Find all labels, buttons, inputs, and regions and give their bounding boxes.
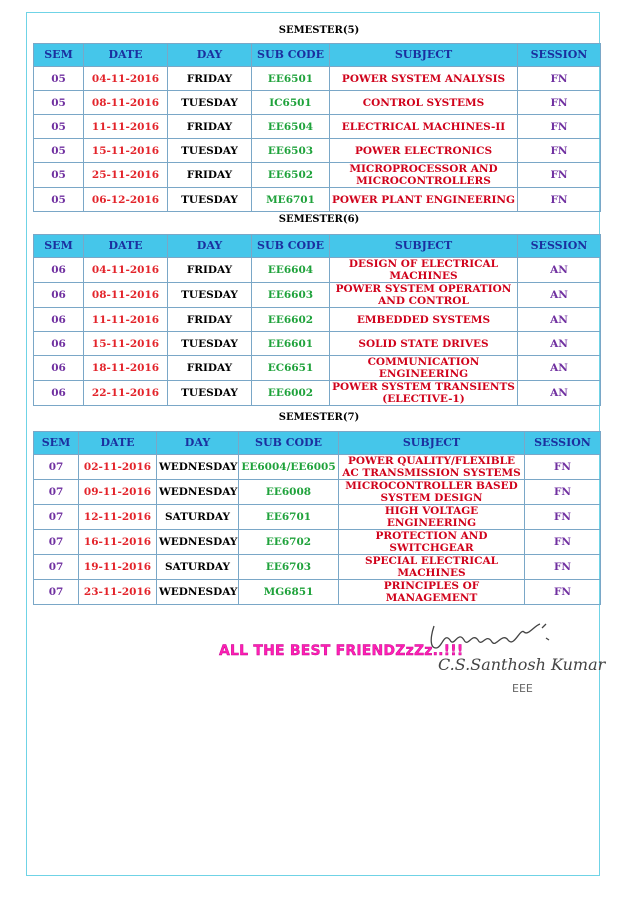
cell-session: FN [525, 580, 601, 605]
header-day: DAY [168, 44, 252, 67]
cell-date: 11-11-2016 [84, 308, 168, 332]
cell-session: FN [518, 163, 601, 188]
cell-subject: ELECTRICAL MACHINES-II [330, 115, 518, 139]
cell-subject: PROTECTION AND SWITCHGEAR [339, 530, 525, 555]
cell-date: 19-11-2016 [79, 555, 157, 580]
header-day: DAY [157, 432, 239, 455]
table-row [34, 308, 601, 332]
cell-session: FN [525, 555, 601, 580]
cell-sem: 07 [34, 480, 79, 505]
cell-date: 08-11-2016 [84, 283, 168, 308]
cell-session: AN [518, 381, 601, 406]
cell-subject: POWER SYSTEM OPERATION AND CONTROL [330, 283, 518, 308]
cell-date: 08-11-2016 [84, 91, 168, 115]
cell-session: FN [518, 139, 601, 163]
table-row [34, 505, 601, 530]
cell-session: AN [518, 356, 601, 381]
cell-day: SATURDAY [157, 505, 239, 530]
table-row [34, 163, 601, 188]
cell-session: AN [518, 258, 601, 283]
cell-sub-code: EE6504 [252, 115, 330, 139]
cell-session: FN [518, 115, 601, 139]
cell-session: FN [518, 67, 601, 91]
header-sem: SEM [34, 235, 84, 258]
cell-sub-code: EE6002 [252, 381, 330, 406]
cell-day: TUESDAY [168, 283, 252, 308]
cell-sub-code: EE6604 [252, 258, 330, 283]
best-wishes-text: ALL THE BEST FRIENDZzZz..!!! [219, 643, 464, 659]
cell-day: WEDNESDAY [157, 580, 239, 605]
svg-text:EEE: EEE [512, 682, 533, 695]
header-session: SESSION [525, 432, 601, 455]
cell-day: WEDNESDAY [157, 480, 239, 505]
table-row [34, 555, 601, 580]
header-date: DATE [84, 235, 168, 258]
cell-session: FN [525, 530, 601, 555]
cell-subject: POWER SYSTEM ANALYSIS [330, 67, 518, 91]
cell-date: 09-11-2016 [79, 480, 157, 505]
semester7-title: SEMESTER(7) [278, 412, 360, 423]
cell-sem: 07 [34, 555, 79, 580]
table-row [34, 258, 601, 283]
table-row [34, 188, 601, 212]
cell-subject: MICROCONTROLLER BASED SYSTEM DESIGN [339, 480, 525, 505]
cell-sub-code: EE6603 [252, 283, 330, 308]
table-row [34, 356, 601, 381]
cell-sem: 06 [34, 381, 84, 406]
header-sub-code: SUB CODE [252, 44, 330, 67]
cell-subject: POWER PLANT ENGINEERING [330, 188, 518, 212]
cell-date: 25-11-2016 [84, 163, 168, 188]
cell-date: 12-11-2016 [79, 505, 157, 530]
cell-date: 16-11-2016 [79, 530, 157, 555]
cell-day: TUESDAY [168, 381, 252, 406]
cell-date: 15-11-2016 [84, 332, 168, 356]
table-row [34, 91, 601, 115]
cell-day: TUESDAY [168, 91, 252, 115]
cell-day: FRIDAY [168, 67, 252, 91]
header-subject: SUBJECT [330, 235, 518, 258]
semester6-title: SEMESTER(6) [278, 214, 360, 225]
cell-day: FRIDAY [168, 115, 252, 139]
cell-sem: 06 [34, 308, 84, 332]
cell-sem: 07 [34, 455, 79, 480]
cell-day: FRIDAY [168, 356, 252, 381]
cell-session: AN [518, 283, 601, 308]
cell-subject: EMBEDDED SYSTEMS [330, 308, 518, 332]
cell-session: FN [518, 188, 601, 212]
table-row [34, 332, 601, 356]
cell-subject: POWER SYSTEM TRANSIENTS (ELECTIVE-1) [330, 381, 518, 406]
cell-date: 22-11-2016 [84, 381, 168, 406]
table-row [34, 67, 601, 91]
cell-day: FRIDAY [168, 163, 252, 188]
cell-day: TUESDAY [168, 139, 252, 163]
cell-day: TUESDAY [168, 332, 252, 356]
cell-session: FN [518, 91, 601, 115]
cell-session: FN [525, 455, 601, 480]
header-subject: SUBJECT [330, 44, 518, 67]
header-sem: SEM [34, 44, 84, 67]
cell-date: 04-11-2016 [84, 258, 168, 283]
cell-subject: POWER QUALITY/FLEXIBLE AC TRANSMISSION SYSTEMS [339, 455, 525, 480]
cell-sub-code: EE6701 [239, 505, 339, 530]
cell-day: WEDNESDAY [157, 530, 239, 555]
cell-day: SATURDAY [157, 555, 239, 580]
cell-sem: 06 [34, 283, 84, 308]
cell-sem: 07 [34, 505, 79, 530]
cell-day: WEDNESDAY [157, 455, 239, 480]
cell-sem: 05 [34, 115, 84, 139]
table-row [34, 480, 601, 505]
cell-session: FN [525, 505, 601, 530]
cell-sub-code: ME6701 [252, 188, 330, 212]
cell-sub-code: EE6703 [239, 555, 339, 580]
cell-sub-code: EE6503 [252, 139, 330, 163]
cell-sub-code: EE6601 [252, 332, 330, 356]
header-day: DAY [168, 235, 252, 258]
table-header-row [34, 44, 601, 67]
semester7-table [33, 431, 601, 605]
cell-sub-code: EE6602 [252, 308, 330, 332]
cell-session: AN [518, 332, 601, 356]
header-subject: SUBJECT [339, 432, 525, 455]
cell-day: FRIDAY [168, 258, 252, 283]
cell-sem: 07 [34, 580, 79, 605]
header-sub-code: SUB CODE [252, 235, 330, 258]
table-row [34, 283, 601, 308]
signature-dept [512, 682, 533, 695]
table-row [34, 115, 601, 139]
cell-sem: 05 [34, 139, 84, 163]
cell-date: 04-11-2016 [84, 67, 168, 91]
cell-sem: 06 [34, 356, 84, 381]
cell-sub-code: EE6004/EE6005 [239, 455, 339, 480]
cell-session: FN [525, 480, 601, 505]
cell-subject: SPECIAL ELECTRICAL MACHINES [339, 555, 525, 580]
header-date: DATE [84, 44, 168, 67]
cell-day: FRIDAY [168, 308, 252, 332]
semester6-table [33, 234, 601, 406]
table-header-row [34, 235, 601, 258]
cell-date: 15-11-2016 [84, 139, 168, 163]
cell-date: 02-11-2016 [79, 455, 157, 480]
cell-subject: PRINCIPLES OF MANAGEMENT [339, 580, 525, 605]
svg-text:C.S.Santhosh Kumar: C.S.Santhosh Kumar [438, 655, 606, 674]
semester5-table [33, 43, 601, 212]
cell-sem: 05 [34, 163, 84, 188]
cell-subject: HIGH VOLTAGE ENGINEERING [339, 505, 525, 530]
header-session: SESSION [518, 235, 601, 258]
cell-sem: 06 [34, 258, 84, 283]
table-row [34, 381, 601, 406]
cell-subject: SOLID STATE DRIVES [330, 332, 518, 356]
signature-image [424, 618, 614, 698]
cell-subject: DESIGN OF ELECTRICAL MACHINES [330, 258, 518, 283]
cell-subject: CONTROL SYSTEMS [330, 91, 518, 115]
cell-subject: MICROPROCESSOR AND MICROCONTROLLERS [330, 163, 518, 188]
cell-sem: 06 [34, 332, 84, 356]
cell-subject: COMMUNICATION ENGINEERING [330, 356, 518, 381]
cell-sub-code: MG6851 [239, 580, 339, 605]
table-row [34, 530, 601, 555]
cell-date: 11-11-2016 [84, 115, 168, 139]
cell-sem: 05 [34, 67, 84, 91]
cell-sem: 07 [34, 530, 79, 555]
header-sem: SEM [34, 432, 79, 455]
header-session: SESSION [518, 44, 601, 67]
cell-sub-code: EE6008 [239, 480, 339, 505]
header-sub-code: SUB CODE [239, 432, 339, 455]
cell-date: 23-11-2016 [79, 580, 157, 605]
cell-sub-code: EE6501 [252, 67, 330, 91]
cell-date: 06-12-2016 [84, 188, 168, 212]
table-row [34, 139, 601, 163]
cell-subject: POWER ELECTRONICS [330, 139, 518, 163]
table-row [34, 580, 601, 605]
cell-day: TUESDAY [168, 188, 252, 212]
cell-sem: 05 [34, 91, 84, 115]
table-row [34, 455, 601, 480]
cell-sem: 05 [34, 188, 84, 212]
signature-name [438, 655, 607, 674]
table-header-row [34, 432, 601, 455]
cell-sub-code: IC6501 [252, 91, 330, 115]
cell-sub-code: EE6502 [252, 163, 330, 188]
cell-date: 18-11-2016 [84, 356, 168, 381]
cell-sub-code: EE6702 [239, 530, 339, 555]
cell-session: AN [518, 308, 601, 332]
header-date: DATE [79, 432, 157, 455]
semester5-title: SEMESTER(5) [278, 25, 360, 36]
cell-sub-code: EC6651 [252, 356, 330, 381]
